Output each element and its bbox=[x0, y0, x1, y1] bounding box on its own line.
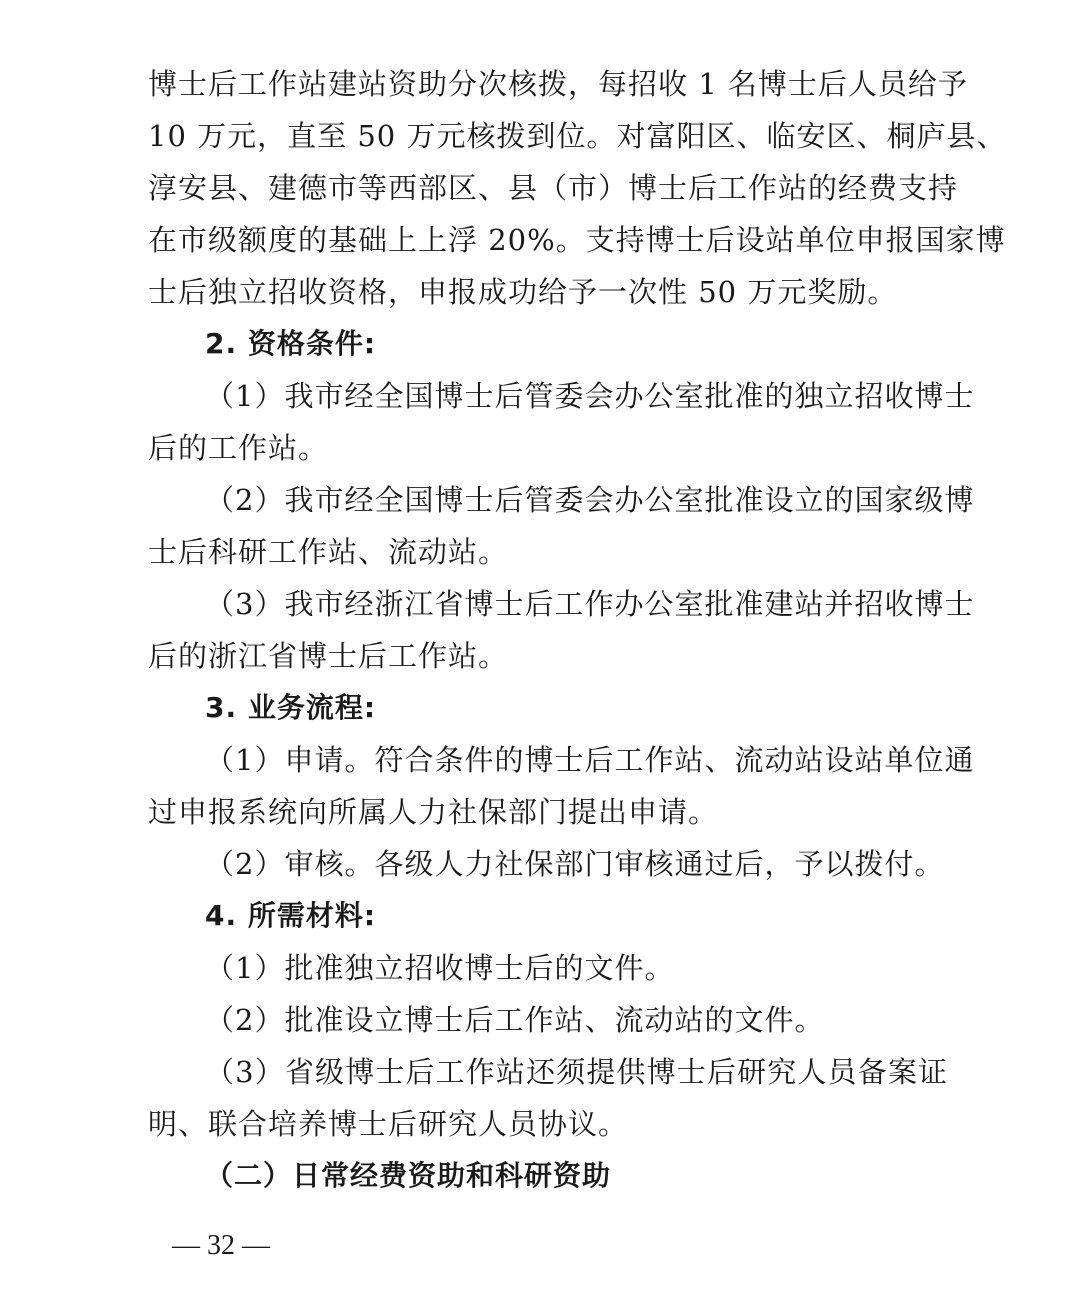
body-text-line: 10 万元，直至 50 万元核拨到位。对富阳区、临安区、桐庐县、 bbox=[148, 119, 1007, 153]
body-text-line: （1）我市经全国博士后管委会办公室批准的独立招收博士 bbox=[205, 379, 975, 413]
body-text-line: 明、联合培养博士后研究人员协议。 bbox=[148, 1107, 629, 1141]
section-heading-eligibility: 2. 资格条件: bbox=[205, 327, 377, 360]
body-text-line: 博士后工作站建站资助分次核拨，每招收 1 名博士后人员给予 bbox=[148, 67, 968, 101]
body-text-line: （1）批准独立招收博士后的文件。 bbox=[205, 951, 675, 985]
body-text-line: 后的工作站。 bbox=[148, 431, 329, 465]
body-text-line: 过申报系统向所属人力社保部门提出申请。 bbox=[148, 795, 719, 829]
body-text-line: 后的浙江省博士后工作站。 bbox=[148, 639, 509, 673]
body-text-line: 士后科研工作站、流动站。 bbox=[148, 535, 509, 569]
section-heading-process: 3. 业务流程: bbox=[205, 691, 377, 724]
body-text-line: （3）我市经浙江省博士后工作办公室批准建站并招收博士 bbox=[205, 587, 975, 621]
body-text-line: （1）申请。符合条件的博士后工作站、流动站设站单位通 bbox=[205, 743, 975, 777]
body-text-line: 在市级额度的基础上上浮 20%。支持博士后设站单位申报国家博 bbox=[148, 223, 1006, 257]
section-heading-materials: 4. 所需材料: bbox=[205, 899, 377, 932]
page-number: — 32 — bbox=[172, 1230, 270, 1261]
body-text-line: 士后独立招收资格，申报成功给予一次性 50 万元奖励。 bbox=[148, 275, 898, 309]
body-text-line: （2）审核。各级人力社保部门审核通过后，予以拨付。 bbox=[205, 847, 945, 881]
body-text-line: （2）我市经全国博士后管委会办公室批准设立的国家级博 bbox=[205, 483, 975, 517]
body-text-line: （2）批准设立博士后工作站、流动站的文件。 bbox=[205, 1003, 825, 1037]
body-text-line: 淳安县、建德市等西部区、县（市）博士后工作站的经费支持 bbox=[148, 171, 959, 205]
body-text-line: （3）省级博士后工作站还须提供博士后研究人员备案证 bbox=[205, 1055, 948, 1089]
section-heading-daily-funding: （二）日常经费资助和科研资助 bbox=[205, 1159, 612, 1192]
